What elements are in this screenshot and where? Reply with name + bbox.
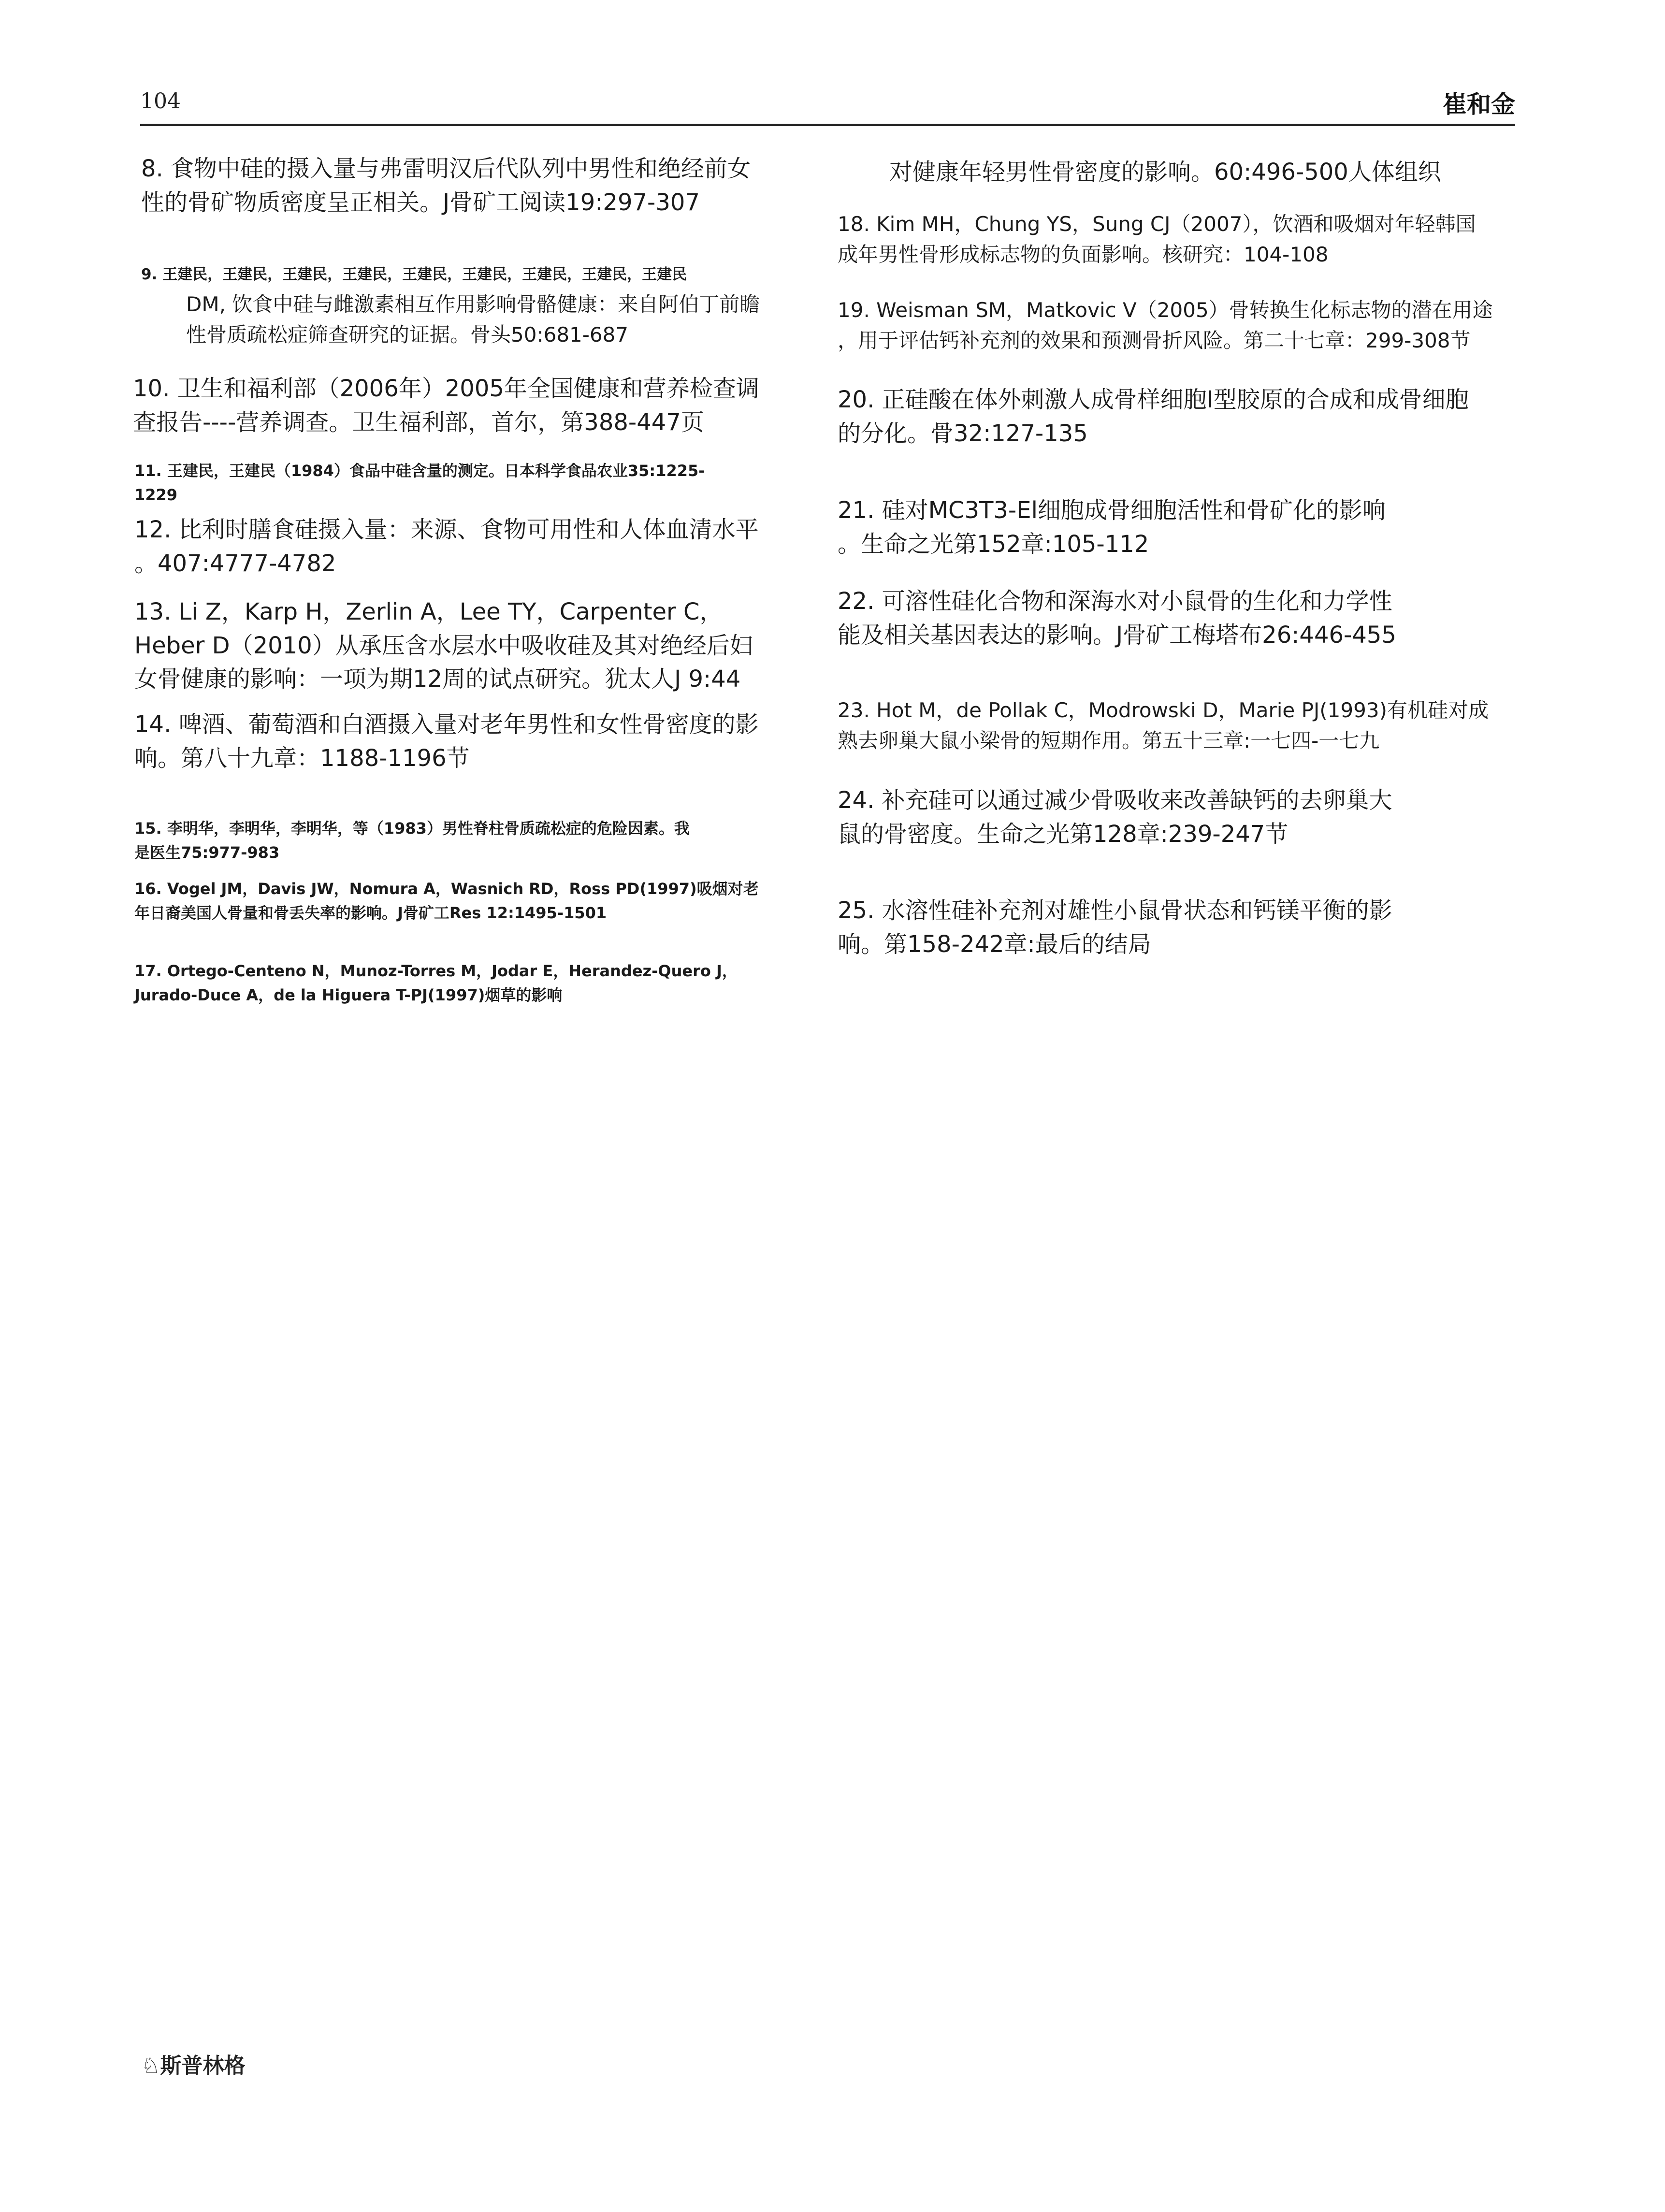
reference-10: 10. 卫生和福利部（2006年）2005年全国健康和营养检查调 查报告----营养调查。卫生福利部，首尔，第388-447页 (133, 375, 759, 436)
reference-21: 21. 硅对MC3T3-El细胞成骨细胞活性和骨矿化的影响 。生命之光第152章:105-112 (838, 497, 1386, 558)
reference-11: 11. 王建民，王建民（1984）食品中硅含量的测定。日本科学食品农业35:1225- 1229 (134, 462, 705, 504)
reference-9: DM, 饮食中硅与雌激素相互作用影响骨骼健康：来自阿伯丁前瞻 性骨质疏松症筛查研究的证据。骨头50:681-687 (186, 292, 760, 347)
reference-19: 19. Weisman SM，Matkovic V（2005）骨转换生化标志物的潜在用途 ，用于评估钙补充剂的效果和预测骨折风险。第二十七章：299-308节 (838, 298, 1493, 352)
reference-18: 18. Kim MH，Chung YS，Sung CJ（2007），饮酒和吸烟对年轻韩国 成年男性骨形成标志物的负面影响。核研究：104-108 (838, 212, 1476, 266)
reference-23: 23. Hot M，de Pollak C，Modrowski D，Marie PJ(1993)有机硅对成 熟去卵巢大鼠小梁骨的短期作用。第五十三章:一七四-一七九 (838, 698, 1489, 752)
running-header-author: 崔和金 (1443, 90, 1515, 118)
reference-17-continued: 对健康年轻男性骨密度的影响。60:496-500人体组织 (889, 159, 1441, 186)
page-number: 104 (140, 89, 181, 114)
reference-9-authors: 9. 王建民，王建民，王建民，王建民，王建民，王建民，王建民，王建民，王建民 (141, 266, 687, 283)
publisher-logo-text: 斯普林格 (160, 2053, 246, 2078)
publisher-logo (141, 2048, 245, 2079)
reference-14: 14. 啤酒、葡萄酒和白酒摄入量对老年男性和女性骨密度的影 响。第八十九章：1188-1196节 (134, 711, 759, 772)
reference-12: 12. 比利时膳食硅摄入量：来源、食物可用性和人体血清水平 。407:4777-4782 (134, 516, 759, 577)
reference-8: 8. 食物中硅的摄入量与弗雷明汉后代队列中男性和绝经前女 性的骨矿物质密度呈正相关。J骨矿工阅读19:297-307 (141, 155, 751, 216)
reference-25: 25. 水溶性硅补充剂对雄性小鼠骨状态和钙镁平衡的影 响。第158-242章:最后的结局 (838, 897, 1392, 958)
reference-24: 24. 补充硅可以通过减少骨吸收来改善缺钙的去卵巢大 鼠的骨密度。生命之光第128章:239-247节 (838, 787, 1392, 848)
reference-15: 15. 李明华，李明华，李明华，等（1983）男性脊柱骨质疏松症的危险因素。我 是医生75:977-983 (134, 819, 690, 862)
header-rule (140, 124, 1515, 126)
reference-16: 16. Vogel JM，Davis JW，Nomura A，Wasnich RD，Ross PD(1997)吸烟对老 年日裔美国人骨量和骨丢失率的影响。J骨矿工Res 12:1495-1501 (134, 880, 759, 922)
springer-horse-icon: ♘ (141, 2053, 160, 2078)
reference-22: 22. 可溶性硅化合物和深海水对小鼠骨的生化和力学性 能及相关基因表达的影响。J骨矿工梅塔布26:446-455 (838, 588, 1396, 649)
reference-17: 17. Ortego-Centeno N，Munoz-Torres M，Jodar E，Herandez-Quero J， Jurado-Duce A，de la Higuera T-PJ(1997)烟草的影响 (134, 962, 738, 1004)
reference-20: 20. 正硅酸在体外刺激人成骨样细胞I型胶原的合成和成骨细胞 的分化。骨32:127-135 (838, 386, 1469, 447)
reference-13: 13. Li Z，Karp H，Zerlin A，Lee TY，Carpenter C， Heber D（2010）从承压含水层水中吸收硅及其对绝经后妇 女骨健康的影响：一项为期12周的试点研究。犹太人J 9:44 (134, 598, 753, 693)
